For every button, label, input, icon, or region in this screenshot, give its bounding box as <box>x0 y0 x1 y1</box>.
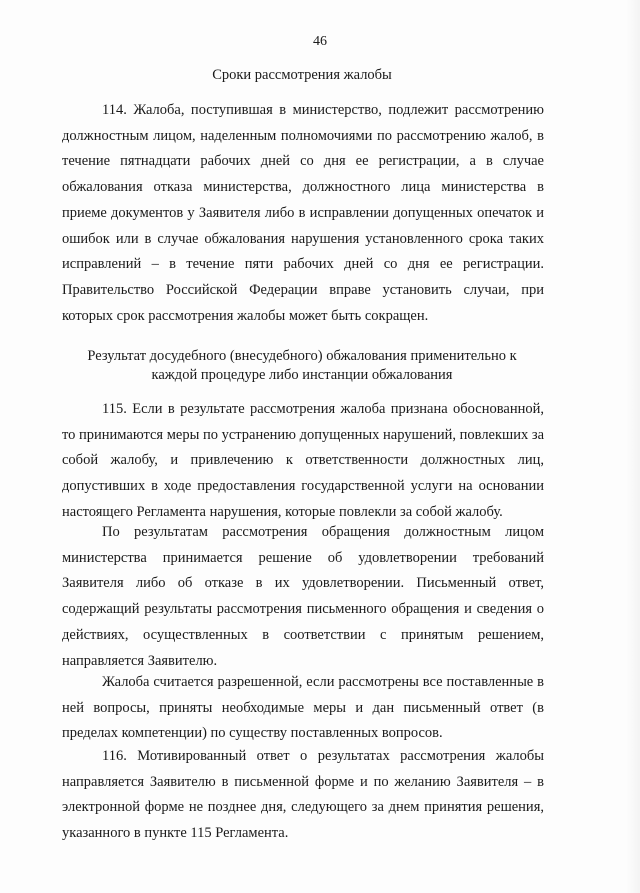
section-heading-appeal-result-line2: каждой процедуре либо инстанции обжалования <box>151 367 453 383</box>
paragraph-115: 115. Если в результате рассмотрения жалоба признана обоснованной, то принимаются меры по устранению допущенных нарушений, повлекших за собой жалобу, и привлечению к ответственности должностных лиц, допустивших в ходе предоставления государственной услуги на основании настоящего Регламента нарушения, которые повлекли за собой жалобу. <box>62 401 544 520</box>
paragraph-resolved: Жалоба считается разрешенной, если рассмотрены все поставленные в ней вопросы, приняты необходимые меры и дан письменный ответ (в пределах компетенции) по существу поставленных вопросов. <box>62 674 544 742</box>
paragraph-116: 116. Мотивированный ответ о результатах рассмотрения жалобы направляется Заявителю в письменной форме и по желанию Заявителя – в электронной форме не позднее дня, следующего за днем принятия решения, указанного в пункте 115 Регламента. <box>62 748 544 842</box>
section-heading-appeal-result-line1: Результат досудебного (внесудебного) обжалования применительно к <box>87 348 517 364</box>
paragraph-114: 114. Жалоба, поступившая в министерство, подлежит рассмотрению должностным лицом, наделенным полномочиями по рассмотрению жалоб, в течение пятнадцати рабочих дней со дня ее регистрации, а в случае обжалования отказа министерства, должностного лица министерства в приеме документов у Заявителя либо в исправлении допущенных опечаток и ошибок или в случае обжалования нарушения установленного срока таких исправлений – в течение пяти рабочих дней со дня ее регистрации. Правительство Российской Федерации вправе установить случаи, при которых срок рассмотрения жалобы может быть сокращен. <box>62 102 544 324</box>
section-heading-appeal-result <box>60 347 544 385</box>
paragraph-decision: По результатам рассмотрения обращения должностным лицом министерства принимается решение об удовлетворении требований Заявителя либо об отказе в их удовлетворении. Письменный ответ, содержащий результаты рассмотрения письменного обращения и сведения о действиях, осуществленных в соответствии с принятым решением, направляется Заявителю. <box>62 524 544 669</box>
page-number: 46 <box>313 34 327 49</box>
section-heading-review-terms: Сроки рассмотрения жалобы <box>212 67 392 83</box>
page-edge-shadow <box>626 0 640 893</box>
